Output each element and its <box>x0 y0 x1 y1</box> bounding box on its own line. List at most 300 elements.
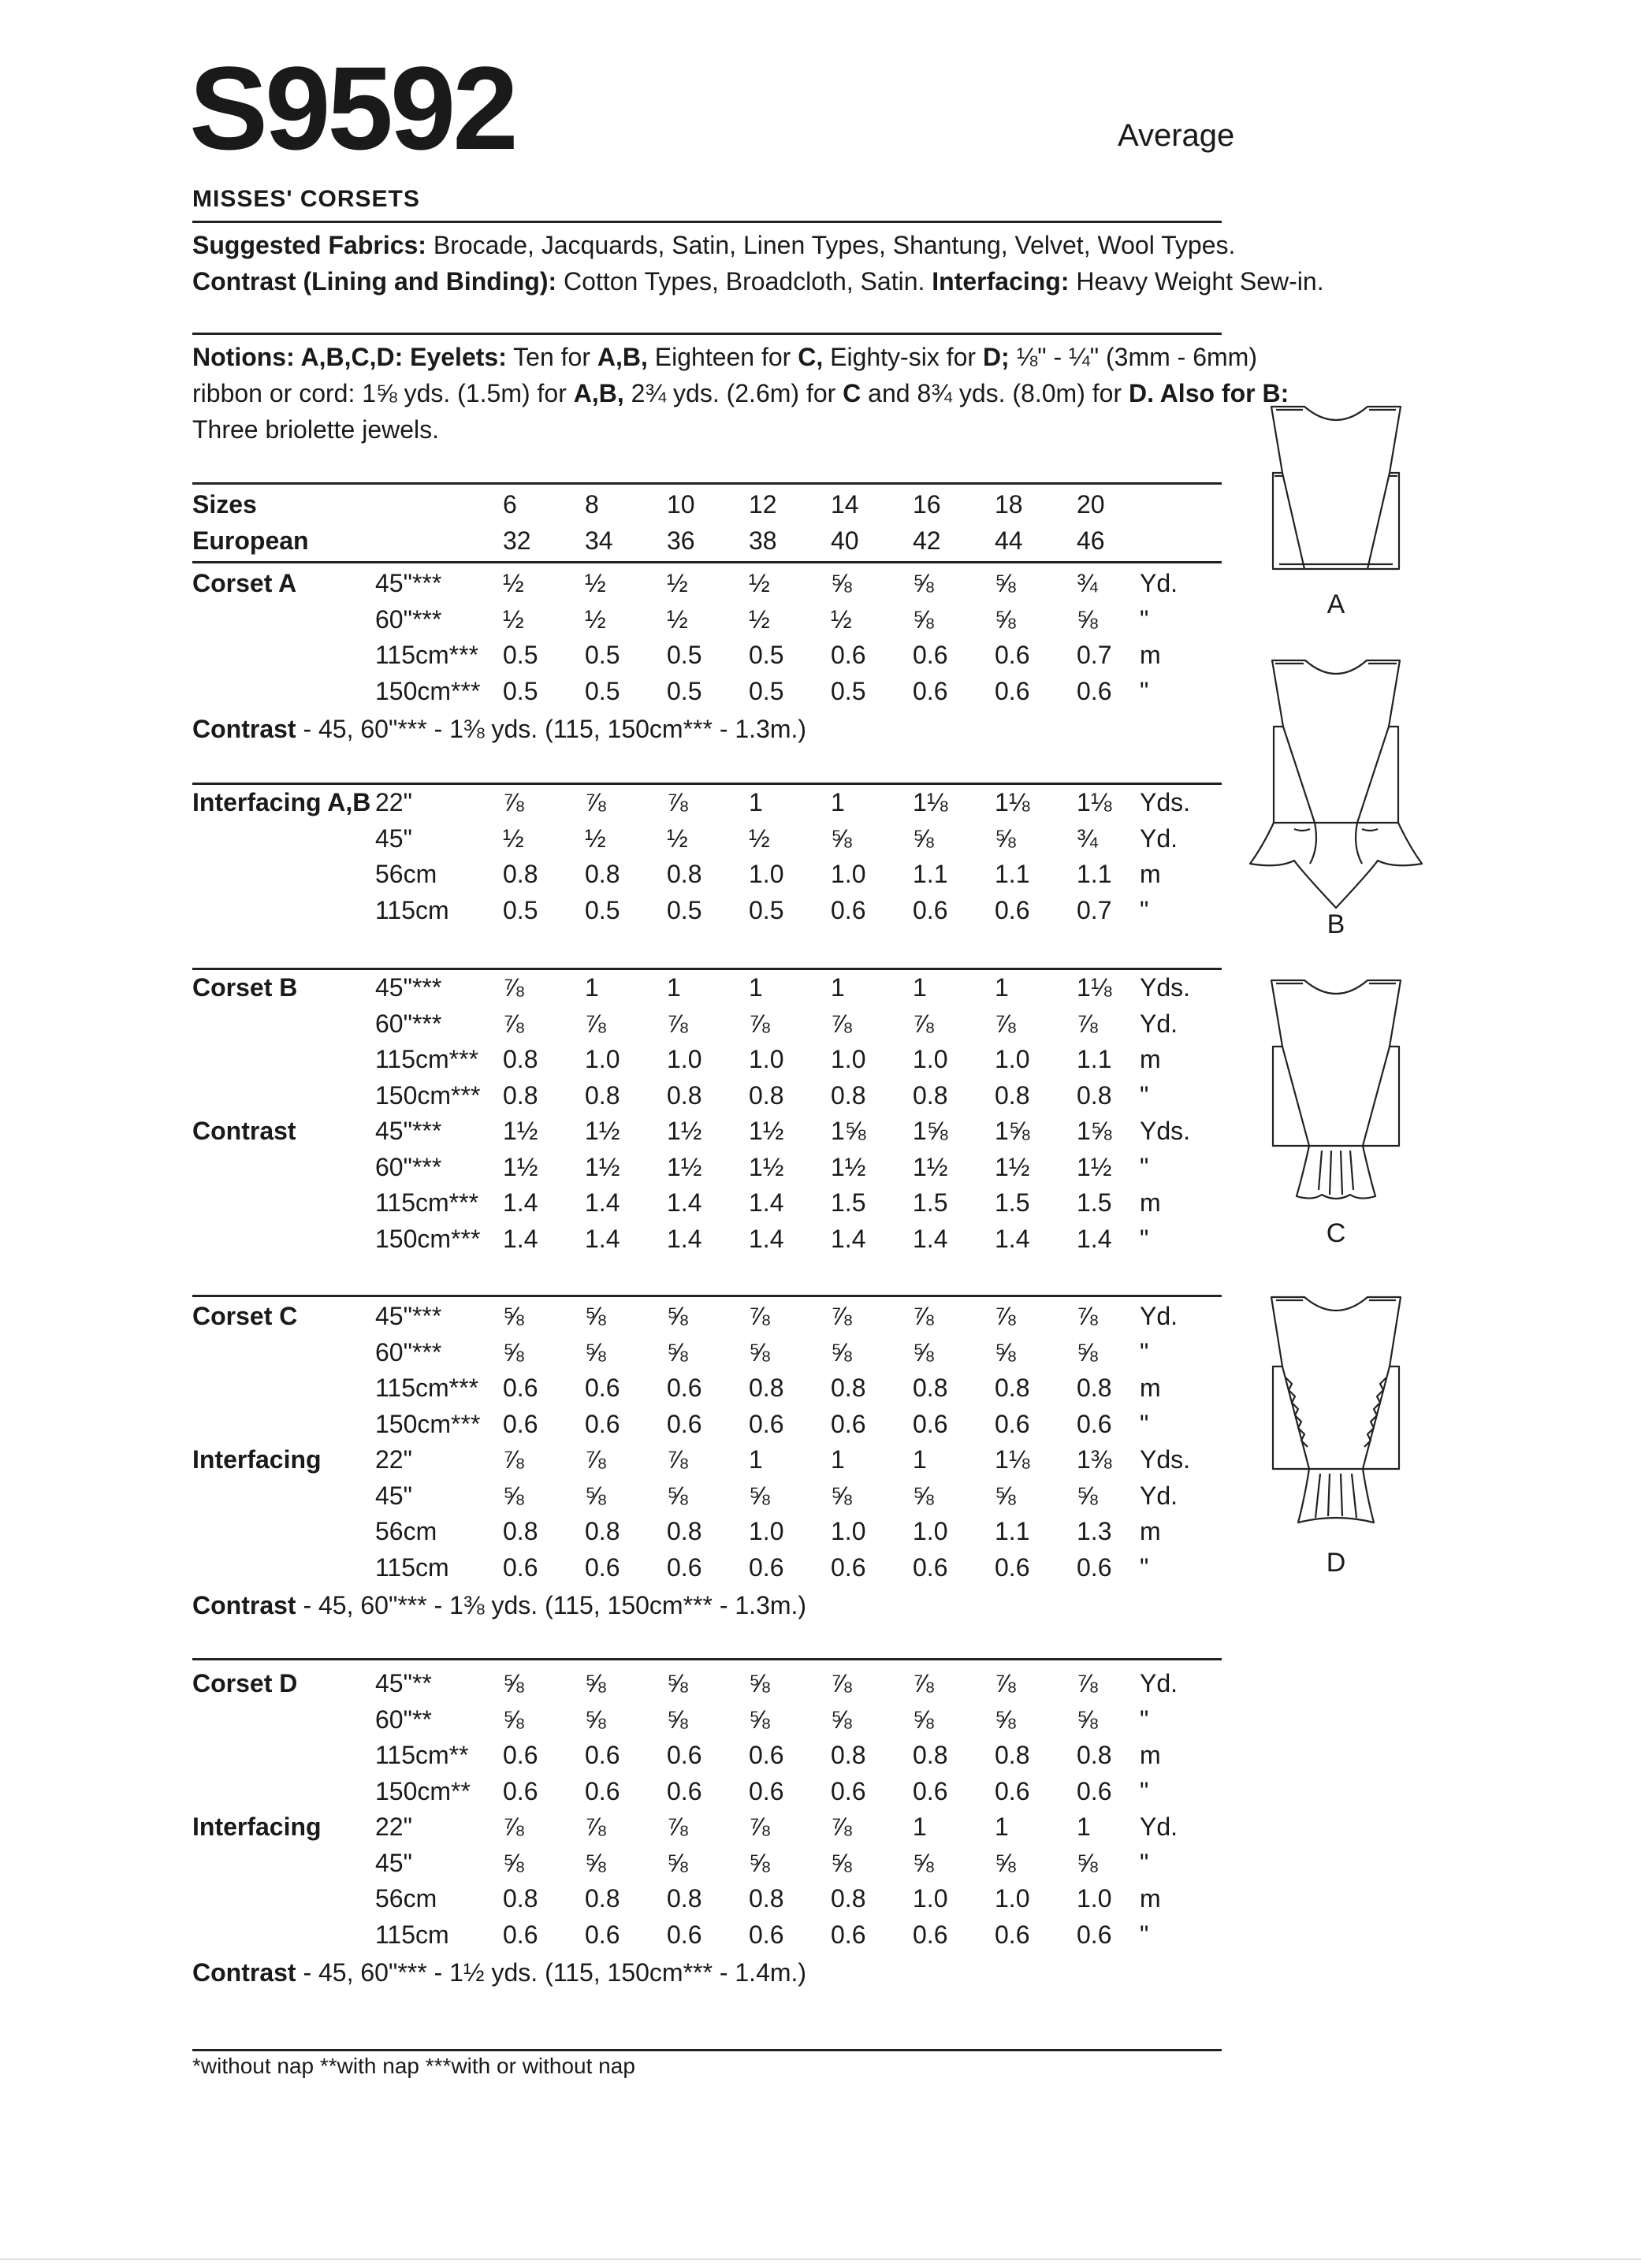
row-label: Interfacing A,B <box>192 788 371 816</box>
yardage-cell: 0.8 <box>503 1517 538 1545</box>
yardage-cell: 1½ <box>831 1152 866 1181</box>
unit-label: " <box>1140 1152 1149 1181</box>
unit-label: " <box>1140 1080 1149 1110</box>
yardage-cell: ⅞ <box>831 1302 852 1330</box>
unit-label: " <box>1140 1224 1149 1253</box>
fabric-width: 115cm** <box>375 1741 469 1769</box>
yardage-cell: 0.6 <box>913 641 948 669</box>
yardage-cell: ⅝ <box>503 1337 524 1366</box>
yardage-cell: ⅞ <box>1077 1669 1098 1697</box>
yardage-cell: 0.6 <box>913 1552 948 1582</box>
yardage-row <box>192 1407 1222 1443</box>
unit-label: m <box>1140 860 1161 888</box>
unit-label: m <box>1140 1517 1161 1545</box>
yardage-cell: 0.6 <box>995 1776 1030 1805</box>
yardage-row <box>192 1478 1222 1515</box>
row-label: Interfacing <box>192 1445 322 1474</box>
yardage-cell: ⅞ <box>503 1009 524 1038</box>
contrast-yardage <box>192 709 1222 749</box>
yardage-cell: 0.6 <box>667 1374 702 1402</box>
contrast-fabrics-text: Cotton Types, Broadcloth, Satin. <box>556 267 932 296</box>
yardage-cell: ⅝ <box>831 1481 852 1510</box>
yardage-cell: 0.6 <box>831 895 866 924</box>
yardage-cell: ½ <box>667 824 688 853</box>
yardage-cell: 0.6 <box>995 1552 1030 1582</box>
yardage-cell: 1.0 <box>1077 1884 1112 1913</box>
yardage-cell: ⅝ <box>585 1705 606 1734</box>
yardage-cell: 1⅛ <box>1077 973 1112 1002</box>
yardage-cell: ⅝ <box>503 1705 524 1734</box>
yardage-cell: ⅝ <box>831 1705 852 1734</box>
yardage-cell: 1 <box>749 973 763 1002</box>
size-cell: 20 <box>1077 490 1105 519</box>
size-cell: 40 <box>831 526 859 555</box>
yardage-row <box>192 821 1222 857</box>
corset-view-c-illustration <box>1265 977 1407 1204</box>
yardage-cell: 0.6 <box>1077 1920 1112 1949</box>
yardage-cell: 0.8 <box>831 1741 866 1769</box>
yardage-cell: ⅝ <box>831 824 852 853</box>
yardage-cell: 0.6 <box>831 1552 866 1582</box>
contrast-label: Contrast <box>192 1591 296 1619</box>
divider <box>192 221 1222 223</box>
yardage-cell: ½ <box>667 604 688 634</box>
yardage-cell: 0.8 <box>913 1741 948 1769</box>
size-cell: 32 <box>503 526 531 555</box>
yardage-cell: 0.8 <box>749 1080 784 1110</box>
yardage-cell: ⅞ <box>913 1669 934 1697</box>
yardage-cell: 1 <box>995 1813 1009 1841</box>
size-cell: 42 <box>913 526 941 555</box>
divider <box>192 2049 1222 2051</box>
notions-line-3: Three briolette jewels. <box>192 415 440 444</box>
yardage-cell: 1⅝ <box>913 1117 948 1145</box>
yardage-cell: ⅝ <box>1077 1848 1098 1877</box>
unit-label: " <box>1140 895 1149 924</box>
divider <box>192 561 1222 563</box>
yardage-cell: 1½ <box>585 1152 620 1181</box>
yardage-cell: 1.4 <box>667 1224 702 1253</box>
yardage-cell: ⅝ <box>913 1337 934 1366</box>
row-label: Corset B <box>192 973 298 1002</box>
yardage-cell: 0.6 <box>585 1374 620 1402</box>
yardage-cell: ⅝ <box>749 1481 770 1510</box>
yardage-cell: ⅞ <box>995 1302 1016 1330</box>
yardage-section-corset-a <box>192 566 1222 749</box>
yardage-cell: ⅝ <box>1077 1705 1098 1734</box>
yardage-row <box>192 1702 1222 1738</box>
size-range: Average <box>1118 118 1235 153</box>
yardage-cell: 0.7 <box>1077 641 1112 669</box>
yardage-cell: ⅝ <box>585 1481 606 1510</box>
yardage-cell: ⅞ <box>1077 1302 1098 1330</box>
yardage-cell: ⅝ <box>667 1337 688 1366</box>
yardage-cell: 0.6 <box>503 1776 538 1805</box>
yardage-row <box>192 893 1222 929</box>
yardage-row <box>192 1078 1222 1114</box>
yardage-cell: 1 <box>749 1445 763 1474</box>
yardage-cell: 1½ <box>667 1117 702 1145</box>
yardage-row <box>192 1666 1222 1702</box>
yardage-cell: ½ <box>749 569 770 597</box>
yardage-cell: ⅞ <box>913 1009 934 1038</box>
yardage-cell: 0.6 <box>749 1776 784 1805</box>
yardage-row <box>192 1881 1222 1917</box>
yardage-cell: ⅞ <box>831 1669 852 1697</box>
yardage-cell: ½ <box>585 604 606 634</box>
yardage-row <box>192 1514 1222 1550</box>
yardage-row <box>192 674 1222 710</box>
fabric-width: 60"*** <box>375 1009 442 1038</box>
yardage-cell: ⅝ <box>831 1337 852 1366</box>
fabric-width: 45" <box>375 1848 412 1877</box>
divider <box>192 482 1222 485</box>
yardage-cell: 1.4 <box>585 1188 620 1217</box>
yardage-cell: ½ <box>585 824 606 853</box>
row-label: Corset A <box>192 569 297 597</box>
fabric-width: 22" <box>375 1813 412 1841</box>
fabric-width: 22" <box>375 788 412 816</box>
yardage-cell: 1 <box>913 1813 927 1841</box>
yardage-cell: 0.5 <box>585 676 620 705</box>
size-cell: 38 <box>749 526 777 555</box>
yardage-cell: ⅞ <box>913 1302 934 1330</box>
size-cell: 18 <box>995 490 1023 519</box>
yardage-cell: ⅝ <box>1077 1481 1098 1510</box>
unit-label: Yd. <box>1140 1669 1178 1697</box>
contrast-fabrics-label: Contrast (Lining and Binding): <box>192 267 557 296</box>
yardage-cell: 0.6 <box>503 1552 538 1582</box>
yardage-cell: 1.0 <box>913 1045 948 1073</box>
fabric-width: 150cm*** <box>375 1409 481 1438</box>
unit-label: m <box>1140 1188 1161 1217</box>
yardage-cell: ⅝ <box>831 569 852 597</box>
yardage-row <box>192 1335 1222 1371</box>
yardage-cell: 1.0 <box>585 1045 620 1073</box>
yardage-cell: 0.6 <box>585 1776 620 1805</box>
yardage-cell: 0.5 <box>749 641 784 669</box>
yardage-cell: ½ <box>667 569 688 597</box>
yardage-cell: 0.5 <box>503 641 538 669</box>
size-cell: 34 <box>585 526 613 555</box>
yardage-cell: ⅞ <box>667 1445 688 1474</box>
yardage-cell: ⅞ <box>749 1302 770 1330</box>
yardage-cell: ⅝ <box>667 1302 688 1330</box>
yardage-cell: 1.4 <box>503 1188 538 1217</box>
unit-label: m <box>1140 1884 1161 1913</box>
size-cell: 8 <box>585 490 599 519</box>
yardage-cell: 1.0 <box>913 1884 948 1913</box>
sizes-header <box>192 487 1222 559</box>
yardage-cell: 1.0 <box>749 860 784 888</box>
yardage-cell: ⅞ <box>503 973 524 1002</box>
pattern-number: S9592 <box>189 42 515 174</box>
unit-label: Yds. <box>1140 1117 1191 1145</box>
size-cell: 6 <box>503 490 517 519</box>
yardage-cell: ⅝ <box>1077 1337 1098 1366</box>
yardage-cell: ⅝ <box>913 1848 934 1877</box>
contrast-yardage <box>192 1953 1222 1992</box>
yardage-cell: 0.8 <box>585 860 620 888</box>
size-cell: 14 <box>831 490 859 519</box>
yardage-cell: 1.1 <box>995 860 1030 888</box>
yardage-cell: ⅞ <box>503 1813 524 1841</box>
yardage-row <box>192 1846 1222 1882</box>
yardage-cell: 0.6 <box>913 895 948 924</box>
yardage-cell: 0.6 <box>1077 1409 1112 1438</box>
yardage-cell: ⅝ <box>1077 604 1098 634</box>
notions-line-2: ribbon or cord: 1⅝ yds. (1.5m) for A,B, 2¾ yds. (2.6m) for C and 8¾ yds. (8.0m) for D. Also for B: <box>192 379 1289 407</box>
nap-footnote: *without nap **with nap ***with or without nap <box>192 2054 635 2078</box>
yardage-cell: 0.6 <box>667 1920 702 1949</box>
yardage-cell: ⅞ <box>503 1445 524 1474</box>
yardage-section-corset-d <box>192 1666 1222 1992</box>
yardage-cell: 0.8 <box>667 1517 702 1545</box>
european-label: European <box>192 526 309 555</box>
yardage-row <box>192 1370 1222 1407</box>
yardage-cell: 0.8 <box>831 1374 866 1402</box>
fabric-width: 45"** <box>375 1669 432 1697</box>
yardage-cell: 0.6 <box>995 676 1030 705</box>
yardage-cell: ½ <box>503 824 524 853</box>
contrast-label: Contrast <box>192 715 296 743</box>
yardage-cell: 0.6 <box>503 1374 538 1402</box>
yardage-row <box>192 1774 1222 1810</box>
yardage-cell: 0.5 <box>749 676 784 705</box>
yardage-cell: ⅝ <box>995 569 1016 597</box>
yardage-row <box>192 857 1222 893</box>
yardage-cell: 0.6 <box>831 1409 866 1438</box>
yardage-cell: 0.8 <box>503 860 538 888</box>
yardage-cell: 0.6 <box>1077 1776 1112 1805</box>
yardage-cell: 1½ <box>585 1117 620 1145</box>
yardage-cell: 0.6 <box>503 1741 538 1769</box>
unit-label: " <box>1140 1920 1149 1949</box>
yardage-cell: ⅞ <box>995 1669 1016 1697</box>
yardage-cell: 1⅛ <box>995 788 1030 816</box>
yardage-cell: ⅝ <box>667 1669 688 1697</box>
yardage-row <box>192 970 1222 1006</box>
corset-view-a-illustration <box>1265 403 1407 572</box>
size-cell: 44 <box>995 526 1023 555</box>
yardage-cell: 1 <box>913 1445 927 1474</box>
row-label: Interfacing <box>192 1813 322 1841</box>
yardage-cell: ⅝ <box>995 1705 1016 1734</box>
fabric-width: 45" <box>375 824 412 853</box>
fabric-width: 56cm <box>375 1517 437 1545</box>
yardage-row <box>192 1809 1222 1846</box>
yardage-row <box>192 785 1222 821</box>
yardage-cell: 1.0 <box>831 1045 866 1073</box>
fabric-width: 115cm*** <box>375 1045 479 1073</box>
size-cell: 46 <box>1077 526 1105 555</box>
yardage-cell: ⅝ <box>749 1669 770 1697</box>
yardage-cell: 1.1 <box>913 860 948 888</box>
yardage-cell: 1½ <box>1077 1152 1112 1181</box>
fabric-width: 115cm*** <box>375 1188 479 1217</box>
yardage-cell: 0.6 <box>995 641 1030 669</box>
unit-label: " <box>1140 1337 1149 1366</box>
yardage-cell: 1.0 <box>749 1517 784 1545</box>
fabric-width: 45"*** <box>375 1302 442 1330</box>
yardage-cell: 1.4 <box>995 1224 1030 1253</box>
fabric-width: 60"*** <box>375 1337 442 1366</box>
yardage-cell: 0.8 <box>913 1374 948 1402</box>
yardage-cell: 0.6 <box>831 1920 866 1949</box>
yardage-row <box>192 1917 1222 1954</box>
yardage-cell: ⅝ <box>995 604 1016 634</box>
yardage-cell: 0.6 <box>749 1552 784 1582</box>
unit-label: m <box>1140 1045 1161 1073</box>
yardage-cell: ⅞ <box>995 1009 1016 1038</box>
yardage-cell: 0.6 <box>831 641 866 669</box>
fabric-width: 115cm <box>375 895 449 924</box>
yardage-cell: ½ <box>503 604 524 634</box>
yardage-cell: ⅝ <box>503 1848 524 1877</box>
yardage-cell: ¾ <box>1077 569 1098 597</box>
unit-label: " <box>1140 676 1149 705</box>
yardage-cell: 1⅛ <box>995 1445 1030 1474</box>
unit-label: " <box>1140 1848 1149 1877</box>
yardage-cell: 0.6 <box>831 1776 866 1805</box>
notions-line-1: Notions: A,B,C,D: Eyelets: Ten for A,B, Eighteen for C, Eighty-six for D; ⅛" - ¼" (3mm - 6mm) <box>192 343 1257 371</box>
yardage-cell: 1.4 <box>913 1224 948 1253</box>
yardage-cell: 0.7 <box>1077 895 1112 924</box>
unit-label: Yds. <box>1140 973 1191 1002</box>
view-letter: D <box>1326 1548 1346 1578</box>
yardage-row <box>192 1221 1222 1258</box>
yardage-cell: 0.6 <box>667 1776 702 1805</box>
unit-label: " <box>1140 1409 1149 1438</box>
size-cell: 12 <box>749 490 777 519</box>
yardage-section-interfacing-ab <box>192 785 1222 928</box>
yardage-cell: 0.5 <box>667 641 702 669</box>
yardage-cell: 0.8 <box>749 1884 784 1913</box>
yardage-cell: ⅝ <box>913 1705 934 1734</box>
unit-label: " <box>1140 1776 1149 1805</box>
yardage-cell: 1⅛ <box>913 788 948 816</box>
yardage-cell: 0.6 <box>913 1776 948 1805</box>
unit-label: m <box>1140 1741 1161 1769</box>
view-letter: A <box>1327 589 1345 619</box>
yardage-cell: 1.0 <box>831 860 866 888</box>
yardage-cell: ⅝ <box>995 824 1016 853</box>
yardage-cell: 0.6 <box>913 676 948 705</box>
fabric-width: 150cm*** <box>375 1080 481 1110</box>
yardage-cell: 1.1 <box>995 1517 1030 1545</box>
yardage-cell: 0.5 <box>503 676 538 705</box>
yardage-row <box>192 638 1222 674</box>
yardage-cell: 0.6 <box>913 1409 948 1438</box>
yardage-cell: 0.6 <box>995 1920 1030 1949</box>
interfacing-label: Interfacing: <box>932 267 1070 296</box>
row-label: Corset D <box>192 1669 298 1697</box>
yardage-cell: ⅝ <box>913 824 934 853</box>
fabric-width: 150cm** <box>375 1776 471 1805</box>
contrast-text: - 45, 60"*** - 1½ yds. (115, 150cm*** - 1.4m.) <box>296 1958 807 1987</box>
size-cell: 10 <box>667 490 695 519</box>
unit-label: m <box>1140 1374 1161 1402</box>
yardage-cell: 0.6 <box>1077 1552 1112 1582</box>
unit-label: Yd. <box>1140 824 1178 853</box>
yardage-cell: 0.6 <box>1077 676 1112 705</box>
yardage-cell: ⅞ <box>585 1009 606 1038</box>
fabric-width: 45"*** <box>375 973 442 1002</box>
yardage-cell: 1.0 <box>995 1884 1030 1913</box>
yardage-cell: ⅝ <box>749 1337 770 1366</box>
yardage-cell: 0.8 <box>831 1080 866 1110</box>
yardage-cell: ⅝ <box>667 1848 688 1877</box>
fabric-width: 60"*** <box>375 1152 442 1181</box>
yardage-cell: ⅝ <box>995 1337 1016 1366</box>
yardage-cell: ⅝ <box>667 1705 688 1734</box>
yardage-cell: ⅞ <box>667 1813 688 1841</box>
yardage-cell: 0.5 <box>667 676 702 705</box>
fabric-width: 60"** <box>375 1705 432 1734</box>
yardage-cell: 1 <box>585 973 599 1002</box>
unit-label: Yds. <box>1140 1445 1191 1474</box>
yardage-cell: 0.8 <box>749 1374 784 1402</box>
yardage-cell: 1.4 <box>1077 1224 1112 1253</box>
suggested-fabrics <box>192 227 1235 263</box>
fabric-width: 45" <box>375 1481 412 1510</box>
fabric-width: 115cm*** <box>375 641 479 669</box>
fabric-width: 150cm*** <box>375 1224 481 1253</box>
contrast-label: Contrast <box>192 1958 296 1987</box>
yardage-cell: ½ <box>749 604 770 634</box>
yardage-cell: 0.6 <box>585 1409 620 1438</box>
yardage-cell: ⅝ <box>503 1302 524 1330</box>
yardage-cell: 1 <box>831 973 845 1002</box>
yardage-cell: 0.5 <box>585 641 620 669</box>
row-label: Corset C <box>192 1302 298 1330</box>
yardage-row <box>192 566 1222 602</box>
yardage-cell: ⅞ <box>749 1009 770 1038</box>
fabric-width: 56cm <box>375 860 437 888</box>
yardage-cell: ⅞ <box>831 1813 852 1841</box>
european-row <box>192 523 1222 560</box>
yardage-cell: 1.5 <box>913 1188 948 1217</box>
yardage-cell: 0.8 <box>831 1884 866 1913</box>
yardage-cell: ⅝ <box>585 1848 606 1877</box>
yardage-cell: ⅝ <box>749 1705 770 1734</box>
yardage-cell: ⅞ <box>667 1009 688 1038</box>
yardage-cell: 0.8 <box>585 1080 620 1110</box>
yardage-row <box>192 1185 1222 1221</box>
sizes-label: Sizes <box>192 490 257 519</box>
yardage-cell: 0.6 <box>995 1409 1030 1438</box>
yardage-cell: 0.8 <box>1077 1080 1112 1110</box>
yardage-cell: 1 <box>749 788 763 816</box>
yardage-cell: ⅞ <box>667 788 688 816</box>
suggested-fabrics-label: Suggested Fabrics: <box>192 231 426 259</box>
yardage-cell: 0.6 <box>667 1741 702 1769</box>
yardage-cell: 1⅝ <box>831 1117 866 1145</box>
yardage-cell: 1.5 <box>1077 1188 1112 1217</box>
yardage-cell: 1.1 <box>1077 860 1112 888</box>
yardage-cell: 1.0 <box>667 1045 702 1073</box>
yardage-cell: 0.8 <box>667 860 702 888</box>
page-edge-line <box>0 2259 1641 2260</box>
yardage-cell: 0.8 <box>585 1884 620 1913</box>
yardage-cell: 1⅝ <box>995 1117 1030 1145</box>
yardage-cell: ⅞ <box>585 1445 606 1474</box>
unit-label: Yds. <box>1140 788 1191 816</box>
size-cell: 16 <box>913 490 941 519</box>
yardage-cell: ½ <box>503 569 524 597</box>
yardage-cell: 0.8 <box>1077 1374 1112 1402</box>
yardage-cell: 0.6 <box>913 1920 948 1949</box>
